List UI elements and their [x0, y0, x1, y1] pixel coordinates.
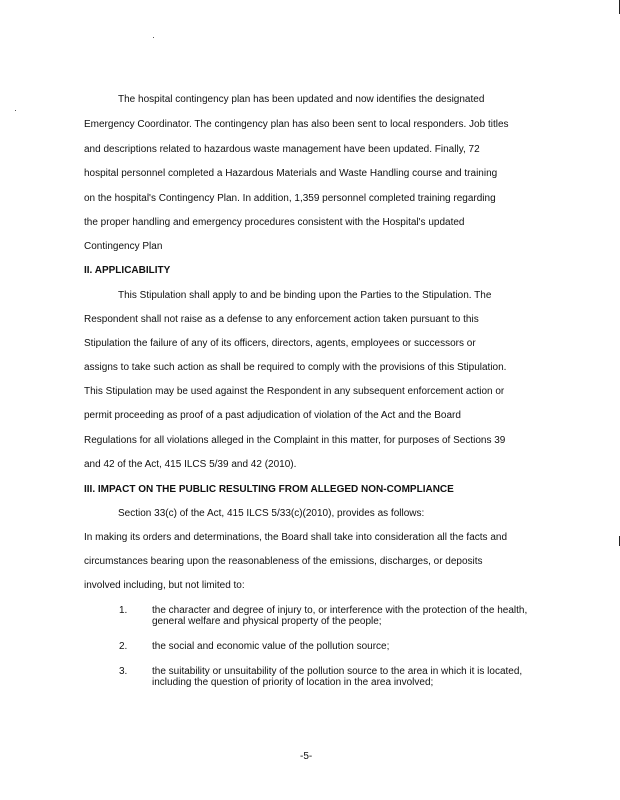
paragraph-line: and descriptions related to hazardous waste management have been updated. Finally, 72: [84, 144, 480, 155]
paragraph-line: Stipulation the failure of any of its officers, directors, agents, employees or successors or: [84, 338, 476, 349]
paragraph-line: on the hospital's Contingency Plan. In addition, 1,359 personnel completed training regarding: [84, 193, 496, 204]
section-heading-impact: III. IMPACT ON THE PUBLIC RESULTING FROM ALLEGED NON-COMPLIANCE: [84, 484, 454, 495]
section-intro: Section 33(c) of the Act, 415 ILCS 5/33(c)(2010), provides as follows:: [118, 508, 425, 519]
section-heading-applicability: II. APPLICABILITY: [84, 265, 171, 276]
scan-speck: [15, 110, 16, 111]
scan-speck: [153, 37, 154, 38]
list-item-text: the suitability or unsuitability of the pollution source to the area in which it is located, including the question of priority of location in the area involved;: [152, 666, 523, 688]
paragraph-line: Contingency Plan: [84, 241, 163, 252]
paragraph-line: Regulations for all violations alleged in the Complaint in this matter, for purposes of Sections 39: [84, 435, 506, 446]
paragraph-line: and 42 of the Act, 415 ILCS 5/39 and 42 (2010).: [84, 459, 297, 470]
paragraph-line: permit proceeding as proof of a past adjudication of violation of the Act and the Board: [84, 410, 461, 421]
paragraph-line: the proper handling and emergency procedures consistent with the Hospital's updated: [84, 217, 465, 228]
paragraph-line: Respondent shall not raise as a defense to any enforcement action taken pursuant to this: [84, 314, 479, 325]
list-item-text: the character and degree of injury to, or interference with the protection of the health, general welfare and physical property of the people;: [152, 605, 528, 627]
quote-line: involved including, but not limited to:: [84, 580, 245, 591]
paragraph-line: The hospital contingency plan has been updated and now identifies the designated: [118, 94, 485, 105]
paragraph-line: assigns to take such action as shall be required to comply with the provisions of this Stipulation.: [84, 362, 507, 373]
list-item-number: 3.: [119, 666, 128, 677]
quote-line: circumstances bearing upon the reasonableness of the emissions, discharges, or deposits: [84, 556, 483, 567]
paragraph-line: This Stipulation shall apply to and be binding upon the Parties to the Stipulation. The: [118, 290, 492, 301]
list-item-text: the social and economic value of the pollution source;: [152, 641, 390, 652]
paragraph-line: Emergency Coordinator. The contingency plan has also been sent to local responders. Job titles: [84, 119, 509, 130]
paragraph-line: hospital personnel completed a Hazardous Materials and Waste Handling course and training: [84, 168, 498, 179]
paragraph-line: This Stipulation may be used against the Respondent in any subsequent enforcement action or: [84, 386, 505, 397]
page-number: -5-: [300, 751, 313, 762]
quote-line: In making its orders and determinations, the Board shall take into consideration all the facts and: [84, 532, 508, 543]
list-item-number: 2.: [119, 641, 128, 652]
list-item-number: 1.: [119, 605, 128, 616]
